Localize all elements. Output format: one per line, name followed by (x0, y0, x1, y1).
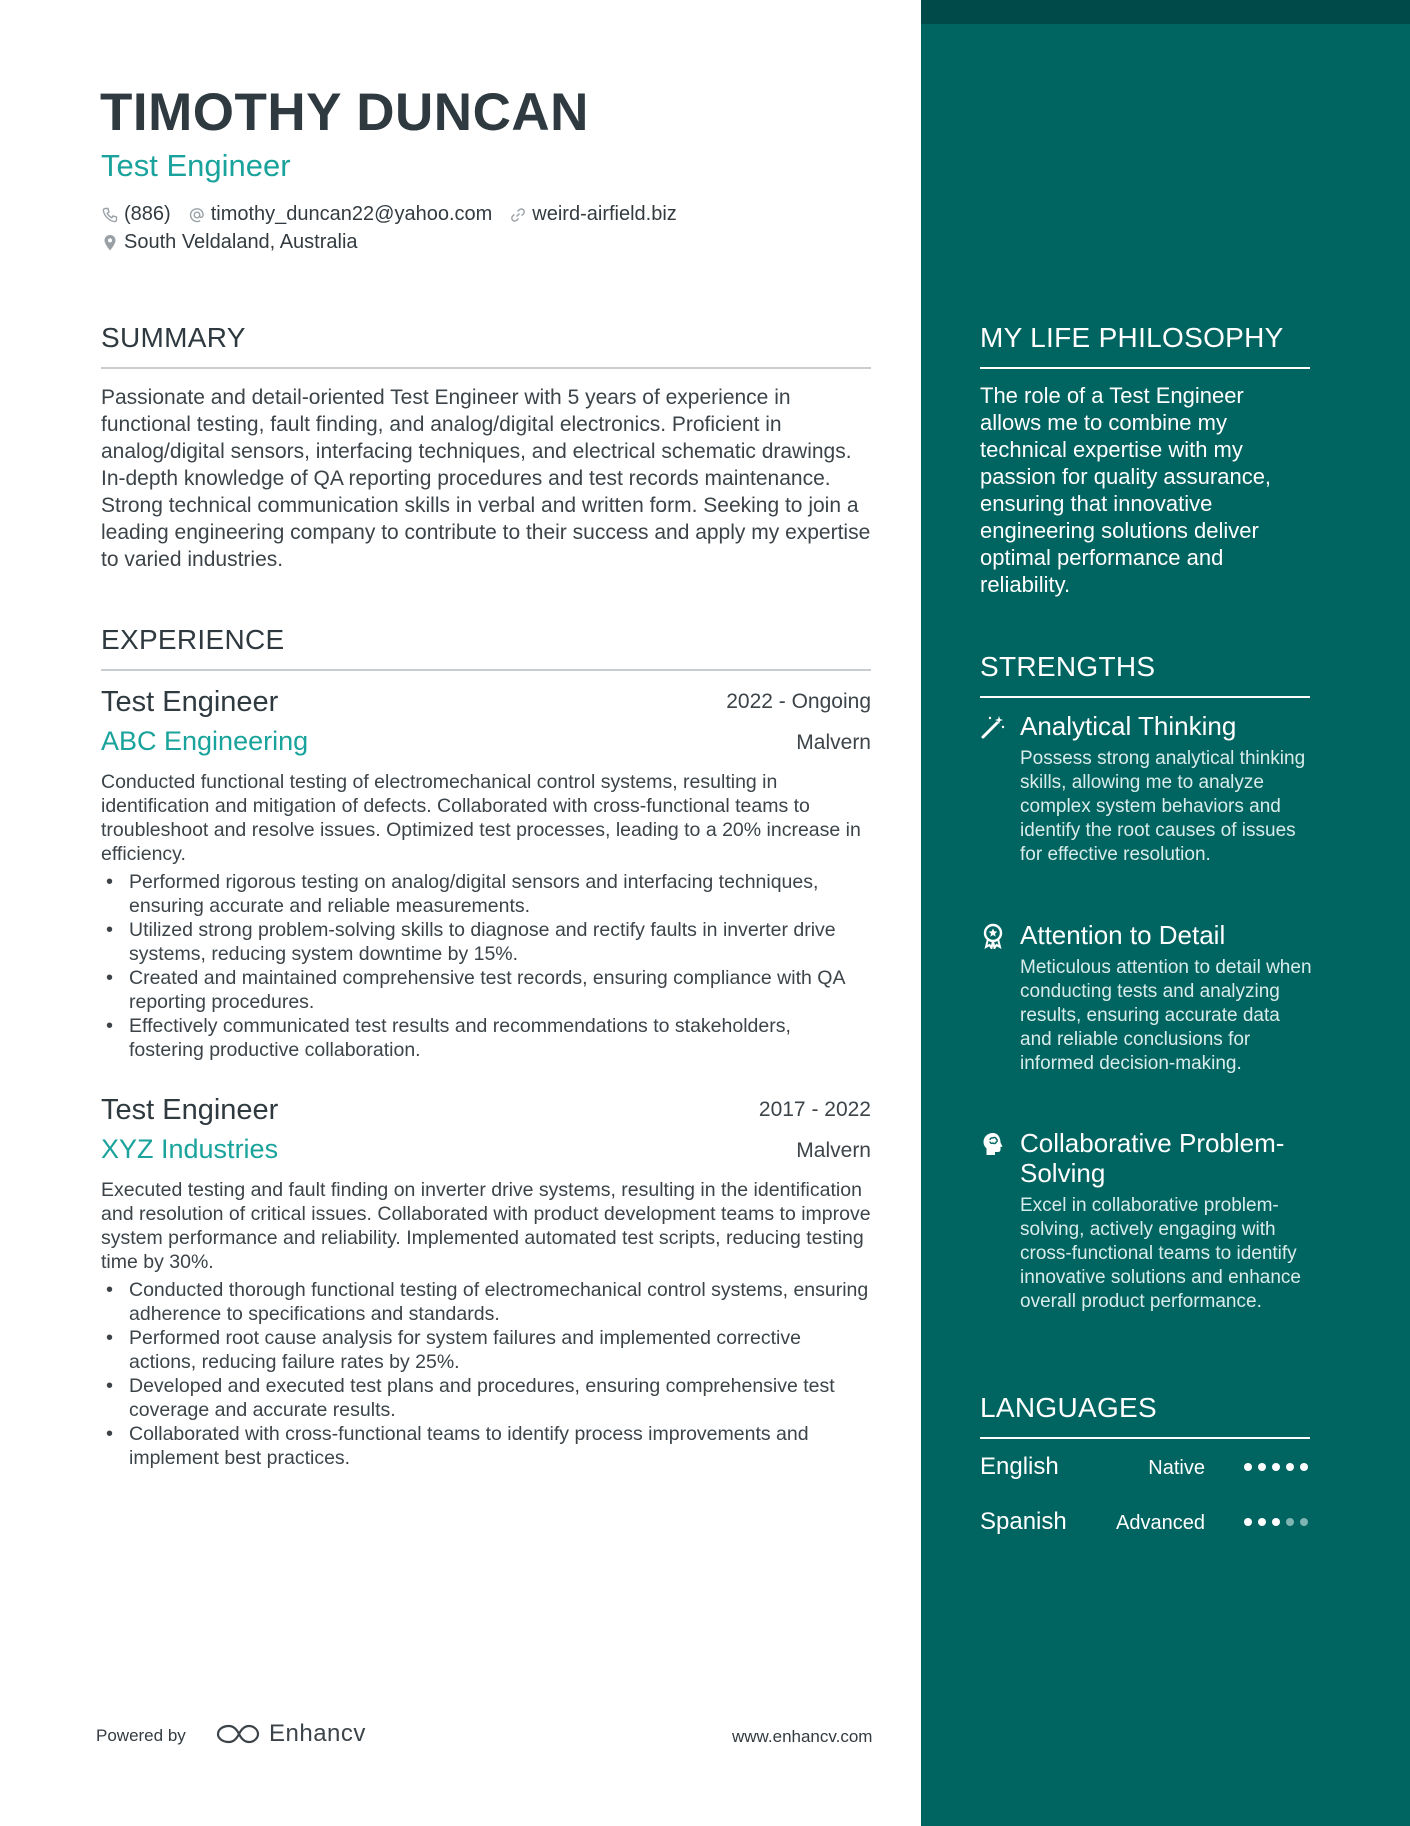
achievement-item: • Performed rigorous testing on analog/digital sensors and interfacing techniques, ensuring accurate and reliable measurements. (101, 870, 871, 918)
contact-email[interactable] (189, 203, 493, 226)
brain-head-icon (980, 1131, 1006, 1157)
magic-wand-icon (980, 714, 1006, 740)
experience-heading: EXPERIENCE (101, 624, 285, 655)
rating-dot-filled (1258, 1518, 1266, 1526)
rating-dot-filled (1272, 1463, 1280, 1471)
footer-brand-name: Enhancv (269, 1720, 366, 1747)
rating-dot-empty (1300, 1518, 1308, 1526)
website-text: weird-airfield.biz (532, 203, 677, 225)
strength-description: Possess strong analytical thinking skills, allowing me to analyze complex system behaviors and identify the root causes of issues for effective resolution. (1020, 748, 1306, 865)
job-dates: 2022 - Ongoing (726, 690, 871, 713)
sidebar-top-band (921, 0, 1410, 24)
award-ribbon-icon (980, 923, 1006, 949)
strength-item (980, 711, 1312, 867)
candidate-title: Test Engineer (101, 148, 291, 183)
philosophy-divider (980, 367, 1310, 369)
strengths-heading: STRENGTHS (980, 651, 1156, 682)
location-pin-icon (102, 234, 118, 252)
experience-item (101, 686, 871, 1062)
contact-phone (102, 203, 171, 226)
strengths-divider (980, 696, 1310, 698)
language-level: Advanced (1116, 1512, 1205, 1534)
summary-text: Passionate and detail-oriented Test Engineer with 5 years of experience in functional testing, fault finding, and analog/digital electronics. Proficient in analog/digital sensors, interfacing techniques, and electrical schematic drawings. In-depth knowledge of QA reporting procedures and test records maintenance. Strong technical communication skills in verbal and written form. Seeking to join a leading engineering company to contribute to their success and apply my expertise to varied industries. (101, 386, 871, 571)
achievement-item: • Utilized strong problem-solving skills to diagnose and rectify faults in inverter drive systems, reducing system downtime by 15%. (101, 918, 871, 966)
rating-dot-filled (1258, 1463, 1266, 1471)
enhancv-logo-icon (215, 1722, 261, 1746)
location-text: South Veldaland, Australia (124, 231, 358, 253)
contact-location (102, 231, 358, 254)
philosophy-heading: MY LIFE PHILOSOPHY (980, 322, 1284, 353)
strength-item (980, 1128, 1312, 1314)
languages-heading: LANGUAGES (980, 1392, 1157, 1423)
at-icon (189, 207, 205, 223)
job-title: Test Engineer (101, 1094, 279, 1126)
job-company: XYZ Industries (101, 1134, 279, 1164)
language-name: English (980, 1453, 1059, 1480)
rating-dot-filled (1286, 1463, 1294, 1471)
job-achievements (101, 870, 871, 1062)
strength-title: Analytical Thinking (1020, 711, 1237, 741)
experience-divider (101, 669, 871, 671)
language-rating (1238, 1463, 1308, 1471)
rating-dot-empty (1286, 1518, 1294, 1526)
footer-brand-logo[interactable] (215, 1720, 366, 1748)
phone-text: (886) (124, 203, 171, 225)
job-achievements (101, 1278, 871, 1470)
email-text: timothy_duncan22@yahoo.com (210, 203, 493, 225)
phone-icon (102, 207, 118, 223)
job-title: Test Engineer (101, 686, 279, 718)
job-dates: 2017 - 2022 (758, 1098, 871, 1121)
strength-item (980, 920, 1312, 1076)
sidebar (921, 0, 1410, 1826)
job-description: Executed testing and fault finding on inverter drive systems, resulting in the identification and resolution of critical issues. Collaborated with product development teams to improve system performance and reliability. Implemented automated test scripts, reducing testing time by 30%. (101, 1179, 871, 1273)
rating-dot-filled (1272, 1518, 1280, 1526)
strength-title: Collaborative Problem-Solving (1020, 1128, 1285, 1188)
contact-website[interactable] (510, 203, 677, 226)
language-rating (1238, 1518, 1308, 1526)
contact-row-primary (102, 203, 695, 226)
experience-item (101, 1094, 871, 1470)
footer-url[interactable]: www.enhancv.com (732, 1727, 873, 1746)
footer-powered-by: Powered by (96, 1726, 186, 1745)
rating-dot-filled (1300, 1463, 1308, 1471)
summary-divider (101, 367, 871, 369)
achievement-item: • Developed and executed test plans and procedures, ensuring comprehensive test coverage and accurate results. (101, 1374, 871, 1422)
achievement-item: • Effectively communicated test results and recommendations to stakeholders, fostering productive collaboration. (101, 1014, 871, 1062)
candidate-name: TIMOTHY DUNCAN (100, 83, 589, 142)
strength-title: Attention to Detail (1020, 920, 1226, 950)
languages-divider (980, 1437, 1310, 1439)
contact-row-secondary (102, 231, 376, 254)
rating-dot-filled (1244, 1463, 1252, 1471)
job-company: ABC Engineering (101, 726, 309, 756)
rating-dot-filled (1244, 1518, 1252, 1526)
link-icon (510, 207, 526, 223)
job-description: Conducted functional testing of electromechanical control systems, resulting in identification and mitigation of defects. Collaborated with cross-functional teams to troubleshoot and resolve issues. Optimized test processes, leading to a 20% increase in efficiency. (101, 771, 861, 865)
achievement-item: • Conducted thorough functional testing of electromechanical control systems, ensuring adherence to specifications and standards. (101, 1278, 871, 1326)
summary-heading: SUMMARY (101, 322, 246, 353)
language-item (980, 1508, 1310, 1538)
achievement-item: • Created and maintained comprehensive test records, ensuring compliance with QA reporting procedures. (101, 966, 871, 1014)
job-location: Malvern (796, 731, 871, 754)
language-name: Spanish (980, 1508, 1067, 1535)
achievement-item: • Performed root cause analysis for system failures and implemented corrective actions, reducing failure rates by 25%. (101, 1326, 871, 1374)
strength-description: Excel in collaborative problem-solving, actively engaging with cross-functional teams to identify innovative solutions and enhance overall product performance. (1020, 1195, 1301, 1312)
achievement-item: • Collaborated with cross-functional teams to identify process improvements and implement best practices. (101, 1422, 871, 1470)
strength-description: Meticulous attention to detail when conducting tests and analyzing results, ensuring accurate data and reliable conclusions for informed decision-making. (1020, 957, 1312, 1074)
philosophy-text: The role of a Test Engineer allows me to combine my technical expertise with my passion for quality assurance, ensuring that innovative engineering solutions deliver optimal performance and reliability. (980, 383, 1272, 597)
job-location: Malvern (796, 1139, 871, 1162)
language-level: Native (1148, 1457, 1205, 1479)
language-item (980, 1453, 1310, 1483)
